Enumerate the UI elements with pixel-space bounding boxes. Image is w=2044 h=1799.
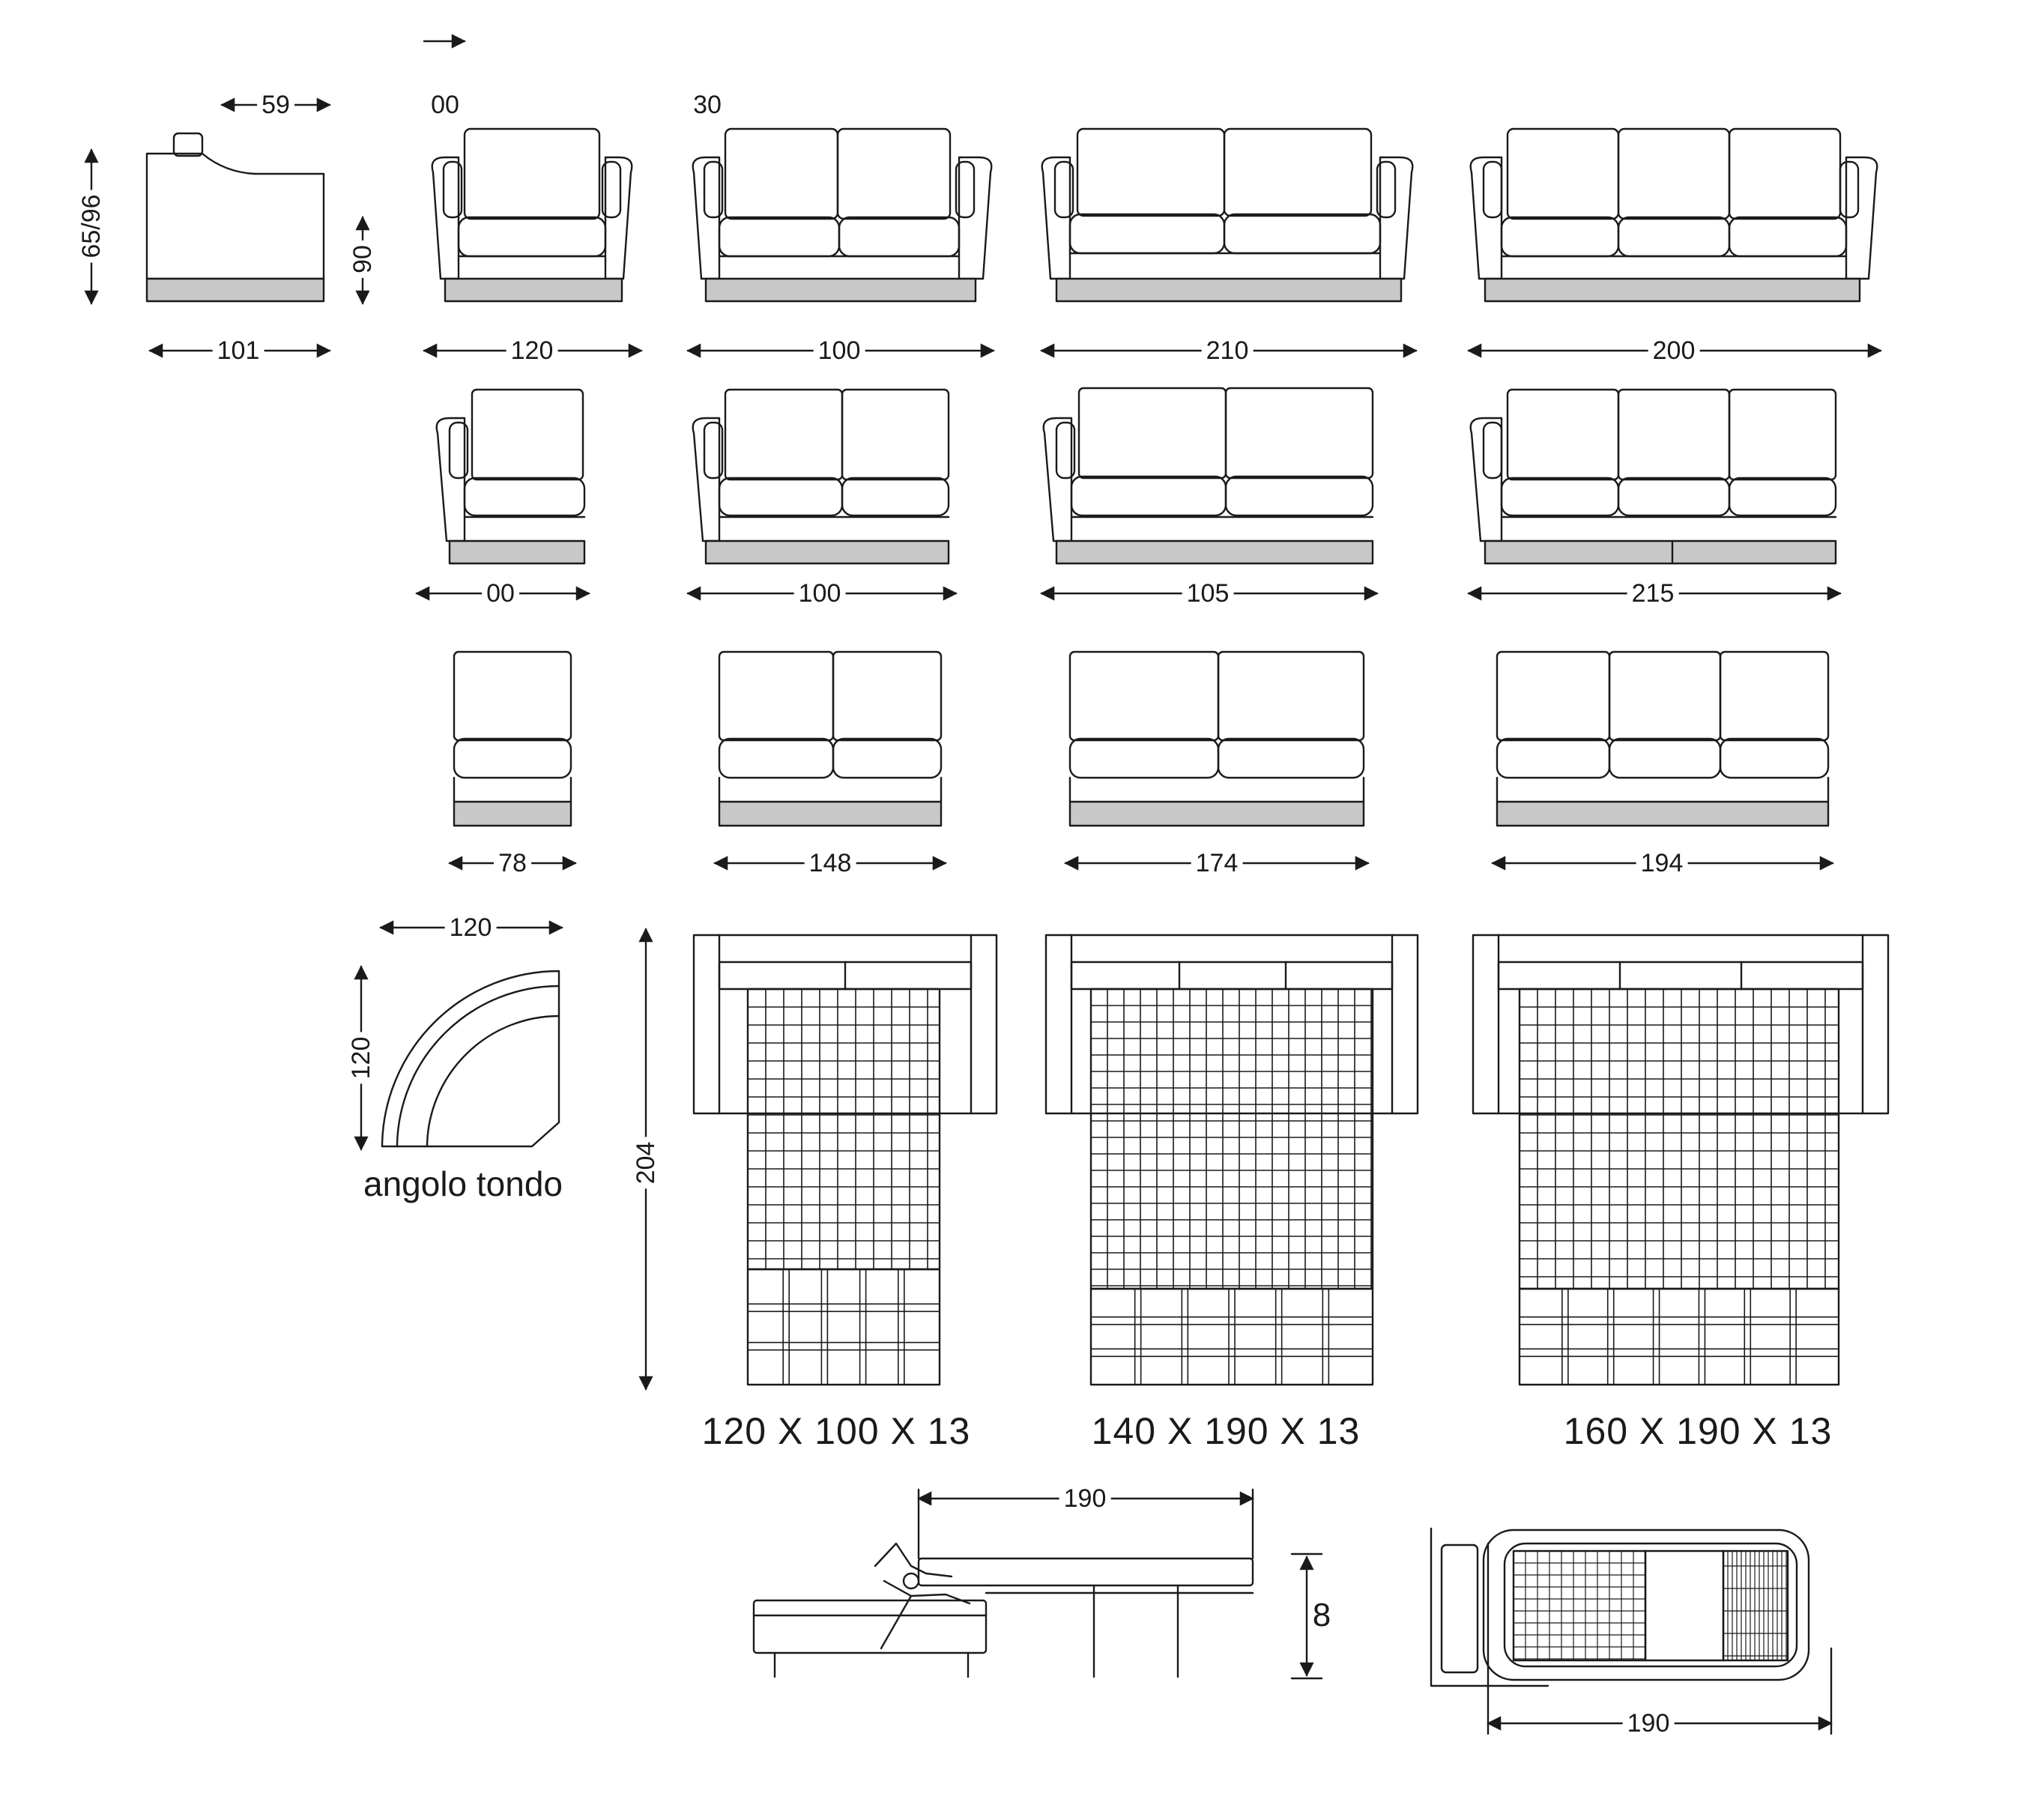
angolo-height-dimension: 120 [346,1032,376,1084]
row2-width-armchair: 00 [482,578,519,608]
row1-width-2-seat: 100 [814,336,865,366]
bed-size-label-120: 120 X 100 X 13 [701,1410,971,1452]
row3-width-3-seat: 194 [1636,848,1688,878]
bed-length-dimension: 204 [631,1137,661,1189]
row1-width-large: 210 [1202,336,1254,366]
armchair-left-arm [437,390,584,563]
bed-mattress-grids [748,989,1839,1385]
bed-size-label-140: 140 X 190 X 13 [1091,1410,1361,1452]
row2-width-2-seat: 100 [794,578,846,608]
angolo-tondo-label: angolo tondo [363,1164,563,1203]
row1-top-dimension-mid: 30 [689,90,726,120]
armless-1-seat [454,652,571,826]
armless-3-seat [1497,652,1828,826]
sofa-3-seat-left-arm [1471,390,1836,563]
row3-width-2-seat: 148 [805,848,856,878]
row3-width-large: 174 [1191,848,1243,878]
side-profile-drawing [91,105,363,351]
bed-plan-view-grid [1514,1551,1788,1660]
sofa-2-seat-two-arms [693,129,992,301]
row2-width-large: 105 [1182,578,1234,608]
bed-mechanism-side-view [754,1490,1322,1678]
mechanism-length-dimension: 190 [1059,1484,1111,1514]
sofa-3-seat-two-arms [1471,129,1878,301]
mechanism-height-dimension: 8 [1308,1600,1335,1630]
row1-width-armchair: 120 [507,336,558,366]
sofa-3-seat-large-two-arms [1042,129,1413,301]
angolo-width-dimension: 120 [445,913,497,943]
bed-size-label-160: 160 X 190 X 13 [1563,1410,1833,1452]
side-depth-dimension: 59 [257,90,294,120]
angolo-tondo-drawing [361,928,562,1149]
side-height-dimension: 65/96 [76,190,106,262]
plan-length-dimension: 190 [1623,1708,1675,1738]
armchair-two-arms [424,41,632,301]
side-width-dimension: 101 [213,336,264,366]
row1-top-dimension-left: 00 [426,90,464,120]
row1-width-3-seat: 200 [1648,336,1700,366]
armless-large-2-seat [1070,652,1364,826]
sofa-bed-120 [694,935,997,1385]
row2-width-3-seat: 215 [1627,578,1679,608]
row3-width-1-seat: 78 [494,848,531,878]
sofa-2-seat-left-arm [693,390,949,563]
sofa-3-seat-large-left-arm [1044,388,1373,563]
bed-plan-view [1431,1529,1831,1734]
row1-height-dimension: 90 [348,241,378,278]
armless-2-seat [719,652,941,826]
